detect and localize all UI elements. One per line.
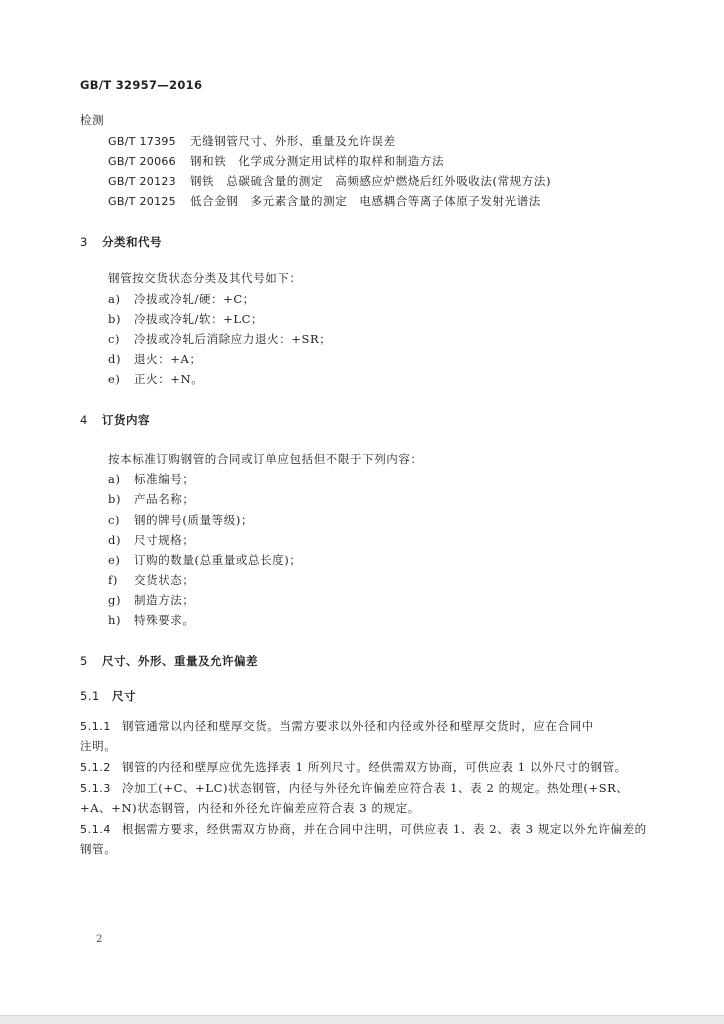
- section-number: 5: [80, 654, 88, 668]
- ref-title: 钢铁 总碳硫含量的测定 高频感应炉燃烧后红外吸收法(常规方法): [190, 174, 552, 188]
- list-item: [108, 532, 195, 548]
- clause-continuation: +A、+N)状态钢管，内径和外径允许偏差应符合表 3 的规定。: [80, 801, 420, 815]
- section-title: 分类和代号: [102, 235, 162, 249]
- clause: [80, 780, 629, 796]
- subsection-title: 尺寸: [112, 689, 136, 703]
- item-label: e): [108, 553, 121, 567]
- item-text: 交货状态；: [134, 573, 195, 587]
- item-text: 特殊要求。: [134, 613, 195, 627]
- section-heading: [80, 412, 150, 428]
- item-text: 制造方法；: [134, 593, 195, 607]
- bottom-bar: [0, 1015, 724, 1024]
- list-item: [108, 572, 195, 588]
- item-label: b): [108, 312, 122, 326]
- clause-number: 5.1.4: [80, 823, 111, 836]
- item-text: 钢的牌号(质量等级)；: [134, 513, 254, 527]
- list-item: [108, 311, 263, 327]
- clause-number: 5.1.2: [80, 761, 111, 774]
- item-text: 正火：+N。: [134, 372, 204, 386]
- section-number: 3: [80, 235, 88, 249]
- clause-continuation: 钢管。: [80, 842, 117, 856]
- section-heading: [80, 234, 162, 250]
- clause: [80, 759, 627, 775]
- list-item: [108, 471, 195, 487]
- clause-text: 钢管通常以内径和壁厚交货。当需方要求以外径和内径或外径和壁厚交货时，应在合同中: [122, 719, 594, 733]
- page-number: 2: [96, 934, 103, 945]
- clause: [80, 821, 647, 837]
- list-item: [108, 331, 331, 347]
- section-title: 尺寸、外形、重量及允许偏差: [102, 654, 258, 668]
- ref-title: 无缝钢管尺寸、外形、重量及允许误差: [190, 134, 396, 148]
- section-number: 4: [80, 413, 88, 427]
- list-item: [108, 512, 253, 528]
- list-item: [108, 371, 203, 387]
- section-intro: 按本标准订购钢管的合同或订单应包括但不限于下列内容：: [108, 452, 423, 466]
- item-label: f): [108, 573, 118, 587]
- clause-text: 冷加工(+C、+LC)状态钢管，内径与外径允许偏差应符合表 1、表 2 的规定。热处理(+SR、: [122, 781, 629, 795]
- section-title: 订货内容: [102, 413, 150, 427]
- item-text: 冷拔或冷轧后消除应力退火：+SR；: [134, 332, 332, 346]
- item-label: c): [108, 332, 121, 346]
- subsection-heading: [80, 688, 136, 704]
- clause: [80, 718, 594, 734]
- list-item: [108, 351, 202, 367]
- ref-code: GB/T 17395: [108, 135, 176, 148]
- item-text: 产品名称；: [134, 492, 195, 506]
- item-label: c): [108, 513, 121, 527]
- subsection-number: 5.1: [80, 689, 100, 703]
- list-item: [108, 552, 301, 568]
- intro-line: 检测: [80, 113, 105, 127]
- section-intro: 钢管按交货状态分类及其代号如下：: [108, 271, 302, 285]
- item-label: d): [108, 533, 122, 547]
- item-text: 订购的数量(总重量或总长度)；: [134, 553, 302, 567]
- item-label: d): [108, 352, 122, 366]
- item-label: e): [108, 372, 121, 386]
- list-item: [108, 491, 195, 507]
- list-item: [108, 291, 255, 307]
- item-text: 退火：+A；: [134, 352, 202, 366]
- item-label: b): [108, 492, 122, 506]
- item-label: a): [108, 472, 121, 486]
- standard-id: GB/T 32957—2016: [80, 78, 203, 92]
- item-text: 冷拔或冷轧/软：+LC；: [134, 312, 264, 326]
- ref-title: 钢和铁 化学成分测定用试样的取样和制造方法: [190, 154, 445, 168]
- normative-ref: [108, 193, 541, 209]
- normative-ref: [108, 153, 444, 169]
- clause-text: 根据需方要求，经供需双方协商，并在合同中注明，可供应表 1、表 2、表 3 规定以外允许偏差的: [122, 822, 647, 836]
- normative-ref: [108, 133, 396, 149]
- ref-code: GB/T 20066: [108, 155, 176, 168]
- clause-continuation: 注明。: [80, 739, 117, 753]
- ref-code: GB/T 20125: [108, 195, 176, 208]
- item-text: 尺寸规格；: [134, 533, 195, 547]
- ref-code: GB/T 20123: [108, 175, 176, 188]
- normative-ref: [108, 173, 551, 189]
- list-item: [108, 592, 195, 608]
- section-heading: [80, 653, 258, 669]
- item-text: 冷拔或冷轧/硬：+C；: [134, 292, 255, 306]
- item-label: g): [108, 593, 122, 607]
- item-label: h): [108, 613, 122, 627]
- item-label: a): [108, 292, 121, 306]
- ref-title: 低合金钢 多元素含量的测定 电感耦合等离子体原子发射光谱法: [190, 194, 541, 208]
- clause-number: 5.1.1: [80, 720, 111, 733]
- list-item: [108, 612, 195, 628]
- clause-text: 钢管的内径和壁厚应优先选择表 1 所列尺寸。经供需双方协商，可供应表 1 以外尺寸的钢管。: [122, 760, 627, 774]
- clause-number: 5.1.3: [80, 782, 111, 795]
- item-text: 标准编号；: [134, 472, 195, 486]
